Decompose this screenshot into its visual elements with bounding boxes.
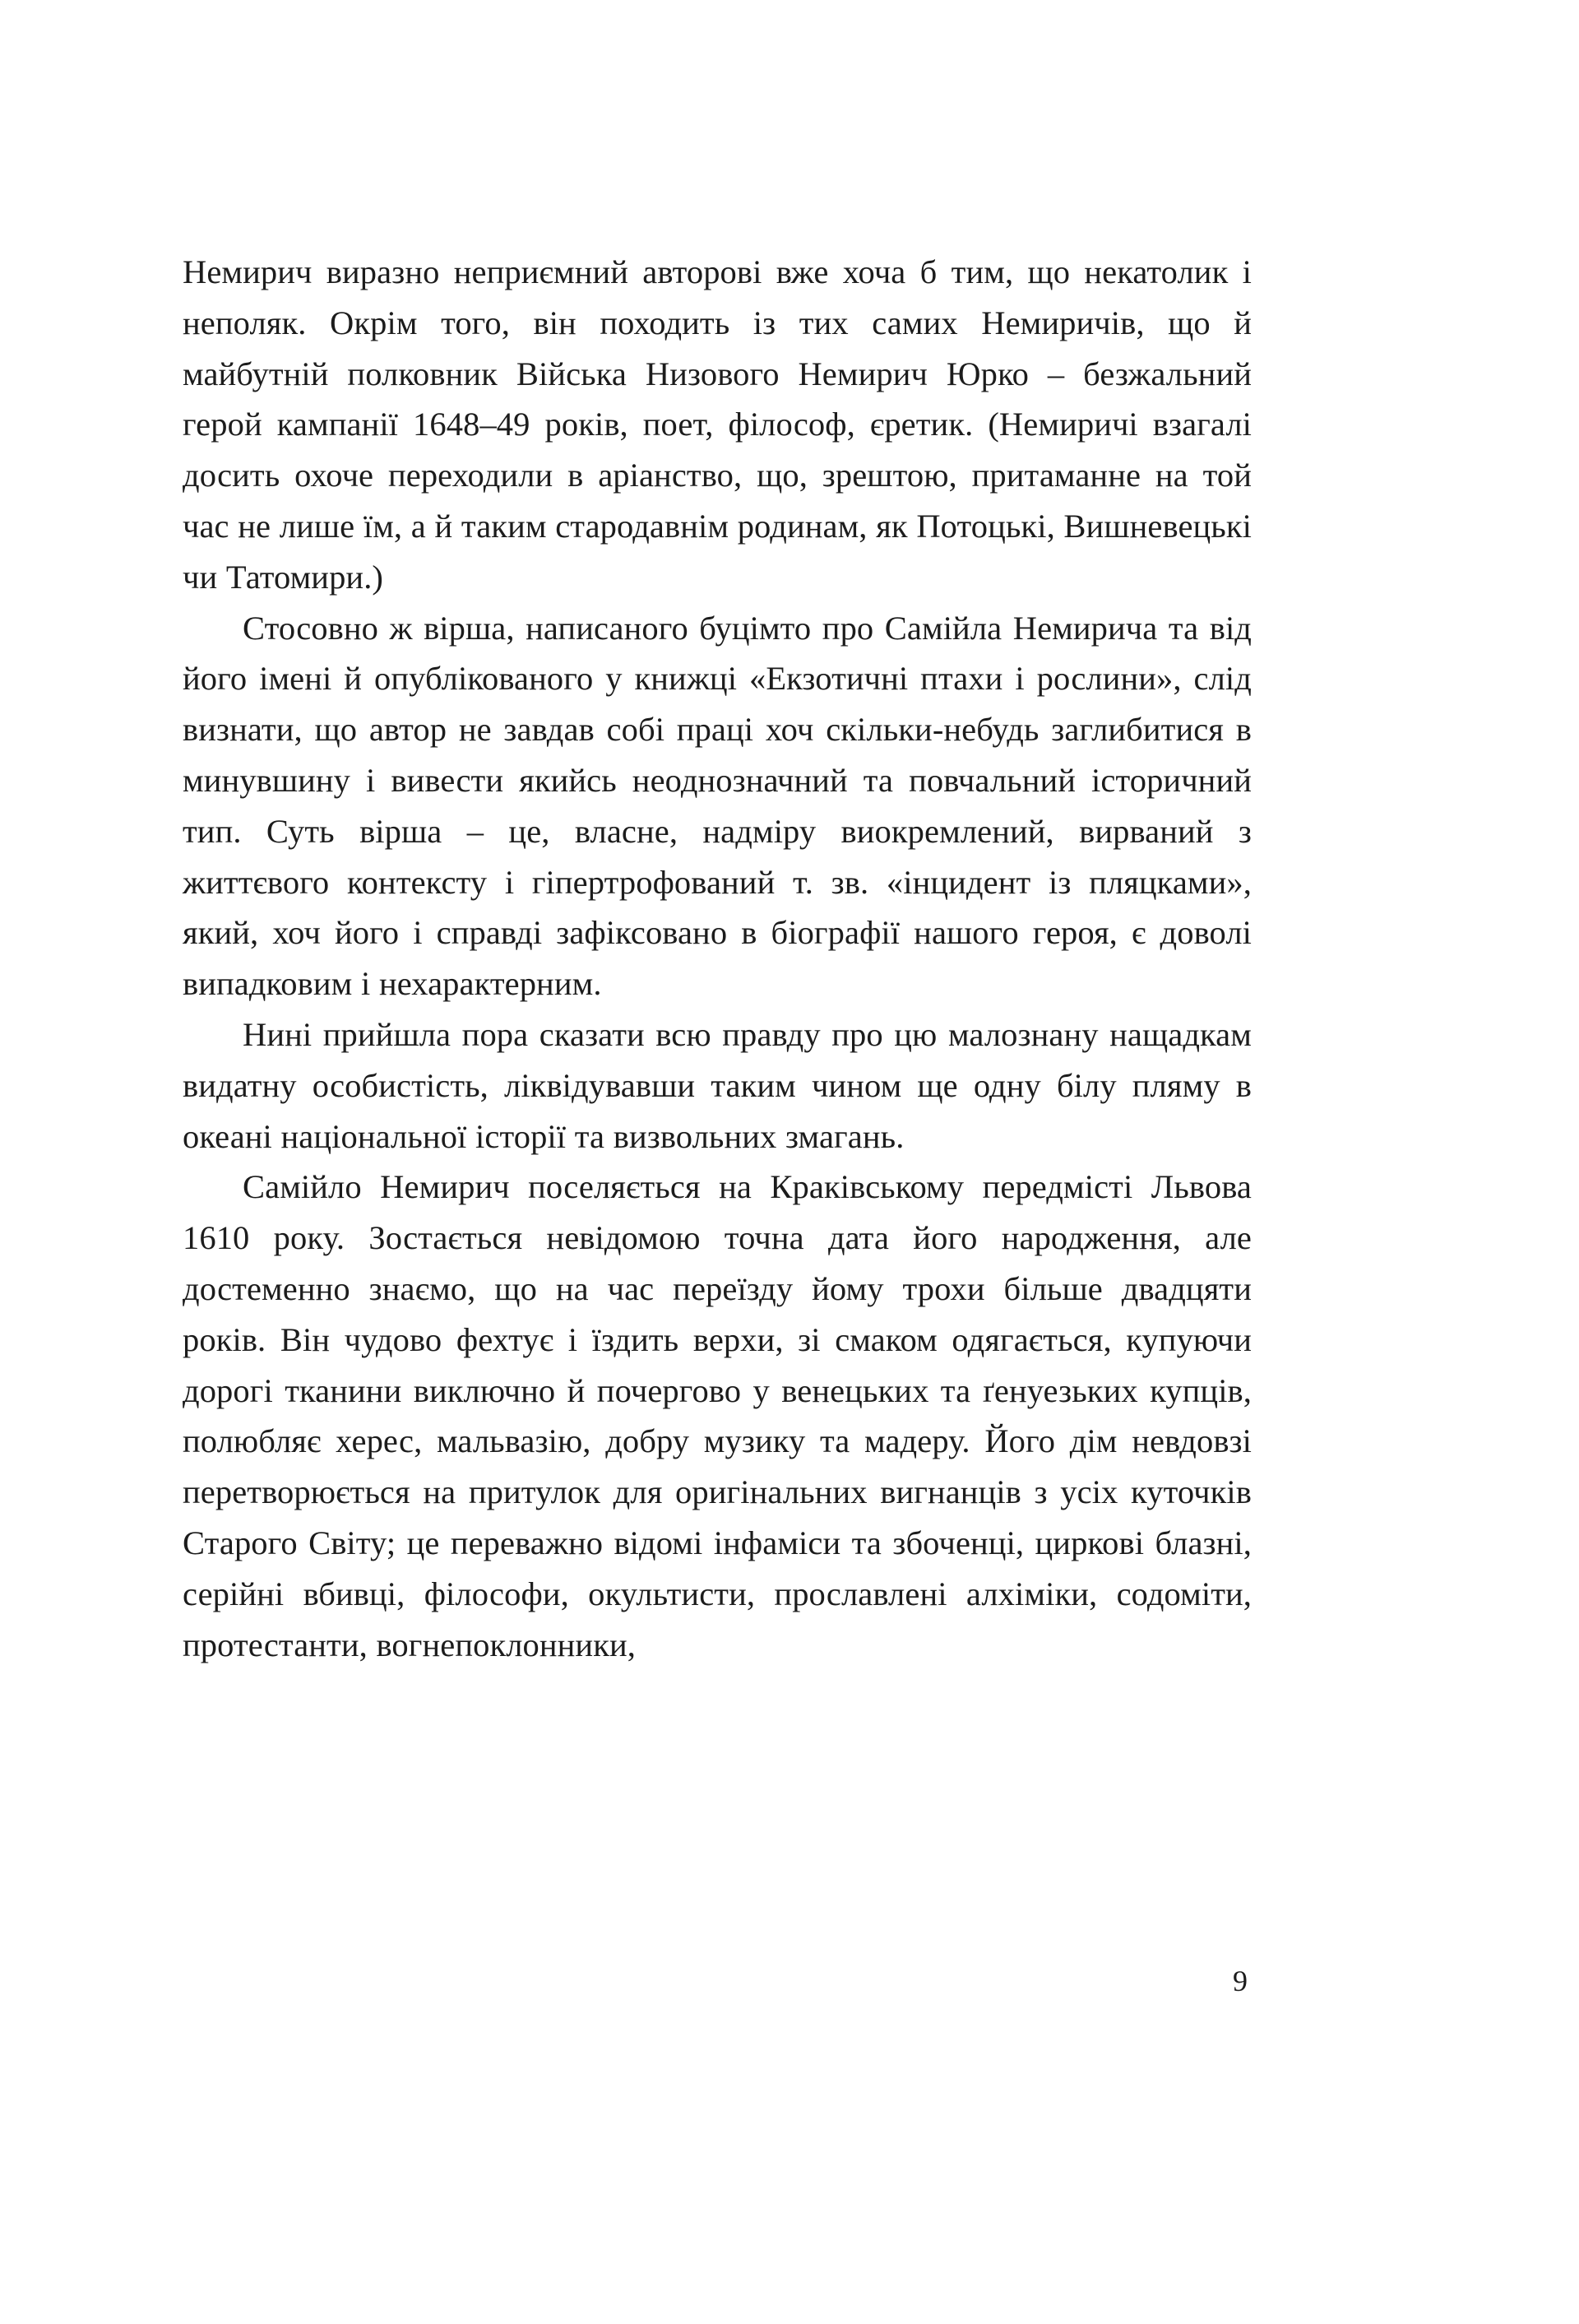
- paragraph-4: Самійло Немирич поселяється на Краківському передмісті Львова 1610 року. Зостається невідомою точна дата його народження, але достеменно знаємо, що на час переїзду йому трохи більше двадцяти років. Він чудово фехтує і їздить верхи, зі смаком одягається, купуючи дорогі тканини виключно й почергово у венецьких та ґенуезьких купців, полюбляє херес, мальвазію, добру музику та мадеру. Його дім невдовзі перетворюється на притулок для оригінальних вигнанців з усіх куточків Старого Світу; це переважно відомі інфаміси та збоченці, циркові блазні, серійні вбивці, філософи, окультисти, прославлені алхіміки, содоміти, протестанти, вогнепоклонники,: [183, 1168, 1252, 1663]
- body-text-block: [183, 247, 1252, 1670]
- paragraph-3: Нині прийшла пора сказати всю правду про цю малознану нащадкам видатну особистість, ліквідувавши таким чином ще одну білу пляму в океані національної історії та визвольних змагань.: [183, 1015, 1252, 1155]
- page-number: 9: [1233, 1964, 1248, 1997]
- paragraph-2: Стосовно ж вірша, написаного буцімто про Самійла Немирича та від його імені й опублікованого у книжці «Екзотичні птахи і рослини», слід визнати, що автор не завдав собі праці хоч скільки-небудь заглибитися в минувшину і вивести якийсь неоднозначний та повчальний історичний тип. Суть вірша – це, власне, надміру виокремлений, вирваний з життєвого контексту і гіпертрофований т. зв. «інцидент із пляцками», який, хоч його і справді зафіксовано в біографії нашого героя, є доволі випадковим і нехарактерним.: [183, 609, 1252, 1003]
- paragraph-1: Немирич виразно неприємний авторові вже хоча б тим, що некатолик і неполяк. Окрім того, він походить із тих самих Немиричів, що й майбутній полковник Війська Низового Немирич Юрко – безжальний герой кампанії 1648–49 років, поет, філософ, єретик. (Немиричі взагалі досить охоче переходили в аріанство, що, зрештою, притаманне на той час не лише їм, а й таким стародавнім родинам, як Потоцькі, Вишневецькі чи Татомири.): [183, 253, 1252, 596]
